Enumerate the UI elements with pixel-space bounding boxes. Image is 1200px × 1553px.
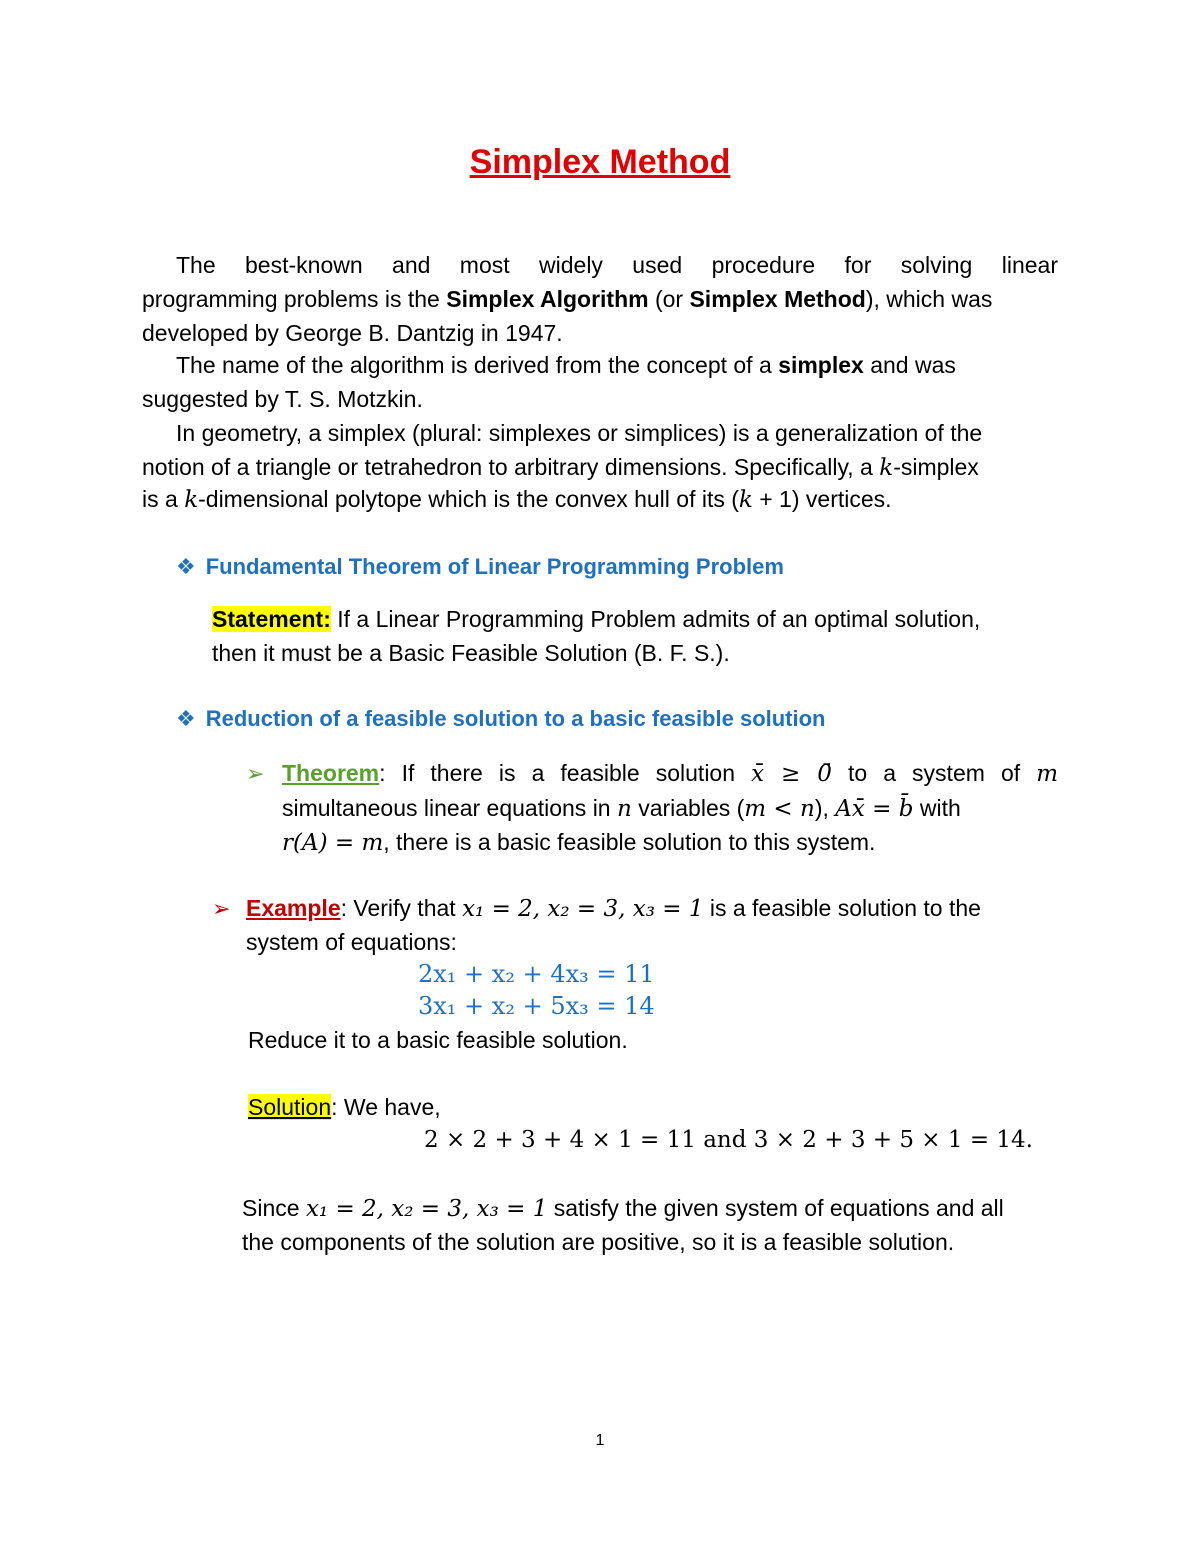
section-heading-reduction: ❖ Reduction of a feasible solution to a basic feasible solution [176,706,826,731]
since-line2: the components of the solution are positive, so it is a feasible solution. [242,1229,955,1255]
page-title: Simplex Method [469,143,731,181]
page-number: 1 [595,1432,605,1449]
intro-p1-line2: programming problems is the Simplex Algorithm (or Simplex Method), which was [142,286,993,312]
example-line1: Example: Verify that x₁ = 2, x₂ = 3, x₃ = 1 is a feasible solution to the [246,895,981,922]
intro-p3-line3: is a k-dimensional polytope which is the convex hull of its (k + 1) vertices. [142,486,892,513]
arrowhead-bullet-icon: ➢ [212,896,231,921]
theorem-label: Theorem [282,760,380,786]
intro-p3-line1: In geometry, a simplex (plural: simplexes or simplices) is a generalization of the [176,420,983,446]
statement-line1: Statement: If a Linear Programming Problem admits of an optimal solution, [212,606,981,632]
theorem-line2: simultaneous linear equations in n variables (m < n), Ax̄ = b̄ with [282,795,961,822]
example-line2: system of equations: [246,929,457,955]
equation-1: 2x₁ + x₂ + 4x₃ = 11 [418,960,655,988]
example-line3: Reduce it to a basic feasible solution. [248,1027,628,1053]
intro-p1-line3: developed by George B. Dantzig in 1947. [142,320,563,346]
theorem-line3: r(A) = m, there is a basic feasible solution to this system. [282,829,876,856]
intro-p2-line1: The name of the algorithm is derived from the concept of a simplex and was [176,352,956,378]
solution-label: Solution [248,1094,332,1120]
example-label: Example [246,895,341,921]
solution-calculation: 2 × 2 + 3 + 4 × 1 = 11 and 3 × 2 + 3 + 5 × 1 = 14. [424,1127,1033,1153]
theorem-line1: Theorem: If there is a feasible solution x̄ ≥ 0̄ to a system of m [282,760,1059,787]
equation-2: 3x₁ + x₂ + 5x₃ = 14 [418,992,655,1020]
solution-line1: Solution: We have, [248,1094,441,1120]
section-heading-fundamental-theorem: ❖ Fundamental Theorem of Linear Programming Problem [176,554,784,579]
intro-p2-line2: suggested by T. S. Motzkin. [142,386,423,412]
intro-p1-line1: The best-known and most widely used procedure for solving linear [176,252,1058,278]
arrowhead-bullet-icon: ➢ [246,761,265,786]
intro-p3-line2: notion of a triangle or tetrahedron to arbitrary dimensions. Specifically, a k-simplex [142,454,979,481]
since-line1: Since x₁ = 2, x₂ = 3, x₃ = 1 satisfy the given system of equations and all [242,1195,1004,1222]
statement-line2: then it must be a Basic Feasible Solution (B. F. S.). [212,640,730,666]
statement-label: Statement: [212,606,331,632]
diamond-bullet-icon: ❖ [176,706,196,731]
diamond-bullet-icon: ❖ [176,554,196,579]
